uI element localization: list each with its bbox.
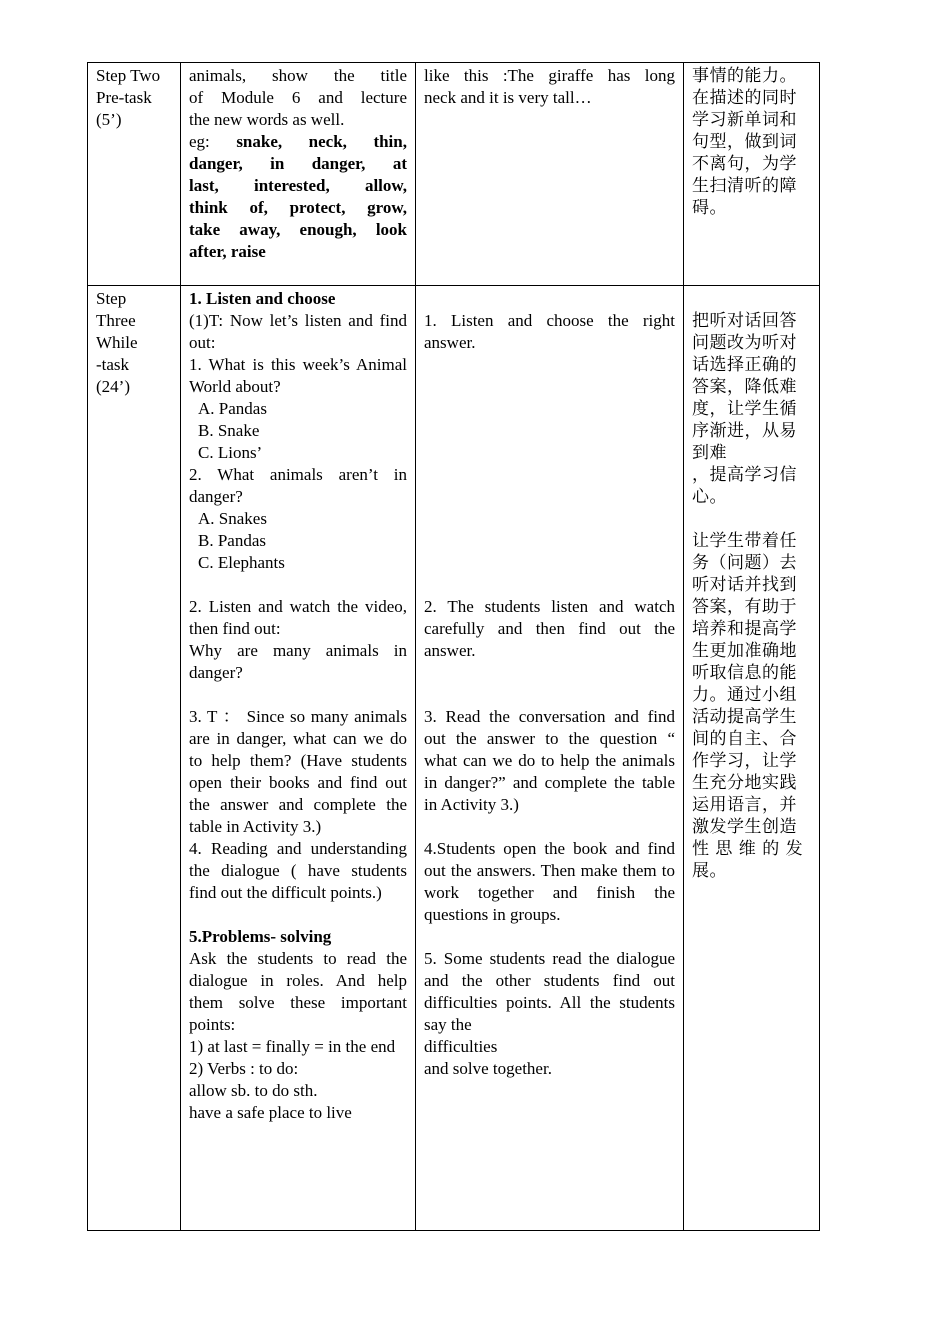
spacer [189, 684, 407, 706]
step-label: Step [96, 289, 127, 308]
purpose-line: 务（问题）去 [692, 553, 797, 573]
paragraph: (1)T: Now let’s listen and find out: [189, 311, 407, 352]
text-line: of Module 6 and lecture [189, 88, 407, 107]
step-label: Step Two [96, 66, 161, 85]
student-activity-cell [416, 286, 684, 1231]
question: 1. What is this week’s Animal World about? [189, 355, 407, 396]
spacer [424, 816, 675, 838]
vocab-line: after, raise [189, 242, 266, 261]
purpose-line: 听取信息的能 [692, 663, 797, 683]
purpose-line: 把听对话回答 [692, 311, 797, 331]
lesson-plan-table [87, 62, 820, 1231]
step-cell-while-task [88, 286, 181, 1231]
purpose-line: 在描述的同时 [692, 88, 797, 108]
purpose-line: 间的自主、合 [692, 729, 797, 749]
paragraph: 2. Listen and watch the video, then find out: [189, 597, 407, 638]
purpose-line: 到难 [692, 443, 727, 463]
purpose-line: 生充分地实践 [692, 773, 797, 793]
spacer [424, 354, 675, 596]
step-label: Pre-task [96, 88, 152, 107]
purpose-line: 答案，降低难 [692, 377, 797, 397]
purpose-line: 培养和提高学 [692, 619, 797, 639]
text-line: and solve together. [424, 1059, 552, 1078]
vocab-line: last, interested, allow, [189, 176, 407, 195]
purpose-line: 话选择正确的 [692, 355, 797, 375]
row-step-three [88, 286, 820, 1231]
text-line: like this :The giraffe has long [424, 66, 675, 85]
vocab-line: danger, in danger, at [189, 154, 407, 173]
paragraph: 3. T ： Since so many animals are in danger, what can we do to help them? (Have students open their books and find out the answer and complete the table in Activity 3.) [189, 707, 407, 836]
eg-label: eg: [189, 132, 237, 151]
purpose-line: 运用语言，并 [692, 795, 797, 815]
section-heading: 5.Problems- solving [189, 927, 332, 946]
question: Why are many animals in danger? [189, 641, 407, 682]
point: 2) Verbs : to do: [189, 1059, 299, 1078]
purpose-line: 激发学生创造 [692, 817, 797, 837]
point: allow sb. to do sth. [189, 1081, 318, 1100]
option: C. Elephants [198, 553, 285, 572]
student-activity-cell [416, 63, 684, 286]
paragraph: 5. Some students read the dialogue and the other students find out difficulties points. All the students say the [424, 949, 675, 1034]
row-step-two [88, 63, 820, 286]
spacer [424, 288, 675, 310]
purpose-line: 生更加准确地 [692, 641, 797, 661]
purpose-line: 力。通过小组 [692, 685, 797, 705]
paragraph: 4.Students open the book and find out the answers. Then make them to work together and finish the questions in groups. [424, 839, 675, 924]
purpose-line: 心。 [692, 487, 727, 507]
purpose-line: 性 思 维 的 发 [692, 839, 804, 859]
paragraph: 2. The students listen and watch carefully and then find out the answer. [424, 597, 675, 660]
vocab-words: snake, neck, thin, [236, 132, 407, 151]
step-label: While [96, 333, 138, 352]
spacer [189, 904, 407, 926]
text-line: difficulties [424, 1037, 498, 1056]
paragraph: 3. Read the conversation and find out the answer to the question “ what can we do to help the animals in danger?” and complete the table in Activity 3.) [424, 707, 675, 814]
spacer [692, 508, 811, 530]
spacer [692, 288, 811, 310]
purpose-line: 度，让学生循 [692, 399, 797, 419]
purpose-line: 让学生带着任 [692, 531, 797, 551]
option: B. Pandas [198, 531, 266, 550]
paragraph: 1. Listen and choose the right answer. [424, 311, 675, 352]
step-cell-pre-task [88, 63, 181, 286]
option: C. Lions’ [198, 443, 263, 462]
teacher-activity-cell [181, 63, 416, 286]
purpose-line: 学习新单词和 [692, 110, 797, 130]
text-line: neck and it is very tall… [424, 88, 592, 107]
purpose-cell [684, 63, 820, 286]
paragraph: Ask the students to read the dialogue in roles. And help them solve these important points: [189, 949, 407, 1034]
step-label: (5’) [96, 110, 122, 129]
point: have a safe place to live [189, 1103, 352, 1122]
purpose-line: 碍。 [692, 198, 727, 218]
step-label: -task [96, 355, 130, 374]
purpose-cell [684, 286, 820, 1231]
purpose-line: 不离句，为学 [692, 154, 797, 174]
spacer [424, 926, 675, 948]
section-heading: 1. Listen and choose [189, 289, 336, 308]
purpose-line: ，提高学习信 [692, 465, 797, 485]
step-label: Three [96, 311, 136, 330]
option: A. Pandas [198, 399, 267, 418]
question: 2. What animals aren’t in danger? [189, 465, 407, 506]
text-line: the new words as well. [189, 110, 345, 129]
purpose-line: 展。 [692, 861, 727, 881]
purpose-line: 活动提高学生 [692, 707, 797, 727]
purpose-line: 听对话并找到 [692, 575, 797, 595]
vocab-line: take away, enough, look [189, 220, 407, 239]
spacer [424, 662, 675, 706]
vocab-line [189, 131, 407, 153]
purpose-line: 生扫清听的障 [692, 176, 797, 196]
option: B. Snake [198, 421, 260, 440]
spacer [189, 574, 407, 596]
paragraph: 4. Reading and understanding the dialogue ( have students find out the difficult points.) [189, 839, 407, 902]
teacher-activity-cell [181, 286, 416, 1231]
option: A. Snakes [198, 509, 267, 528]
purpose-line: 问题改为听对 [692, 333, 797, 353]
purpose-line: 作学习，让学 [692, 751, 797, 771]
point: 1) at last = finally = in the end [189, 1037, 396, 1056]
vocab-line: think of, protect, grow, [189, 198, 407, 217]
purpose-line: 答案，有助于 [692, 597, 797, 617]
purpose-line: 事情的能力。 [692, 66, 797, 86]
purpose-line: 序渐进，从易 [692, 421, 797, 441]
purpose-line: 句型，做到词 [692, 132, 797, 152]
step-label: (24’) [96, 377, 130, 396]
text-line: animals, show the title [189, 66, 407, 85]
